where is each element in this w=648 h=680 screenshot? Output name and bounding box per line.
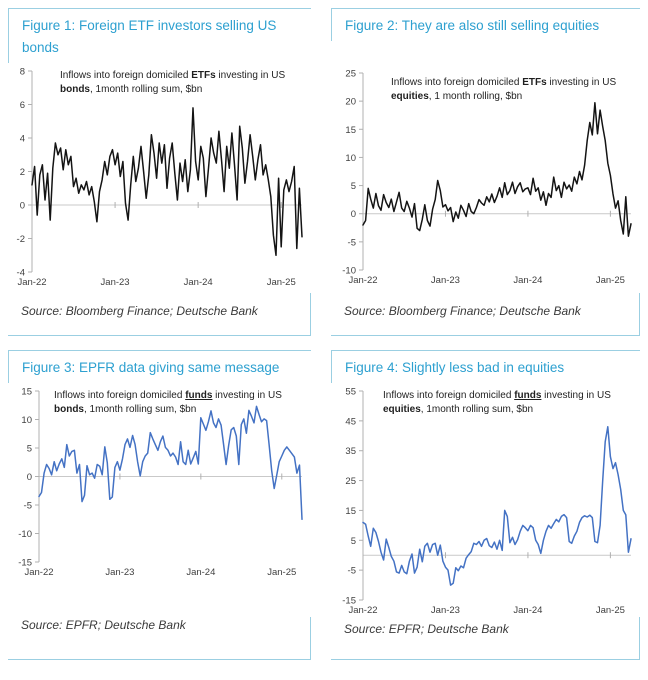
figure-3-source: Source: EPFR; Deutsche Bank xyxy=(21,618,186,632)
x-tick-label: Jan-23 xyxy=(105,567,135,578)
x-tick-label: Jan-25 xyxy=(267,567,297,578)
figure-4-panel xyxy=(331,350,640,660)
subtitle-segment: bonds xyxy=(54,404,84,416)
subtitle-segment: , 1month rolling sum, $bn xyxy=(420,404,534,416)
x-tick-label: Jan-23 xyxy=(430,275,460,286)
y-tick-label: 4 xyxy=(19,133,25,145)
y-tick-label: 15 xyxy=(345,124,356,136)
x-tick-label: Jan-22 xyxy=(348,275,378,286)
figure-1-chart xyxy=(12,66,308,288)
y-tick-label: 55 xyxy=(345,386,356,398)
figure-1-source: Source: Bloomberg Finance; Deutsche Bank xyxy=(21,304,258,318)
x-tick-label: Jan-22 xyxy=(348,605,378,616)
y-tick-label: -15 xyxy=(342,595,356,607)
x-tick-label: Jan-24 xyxy=(183,277,213,288)
y-tick-label: 25 xyxy=(345,68,356,80)
x-tick-label: Jan-23 xyxy=(430,605,460,616)
x-tick-label: Jan-24 xyxy=(513,275,543,286)
figure-1-subtitle xyxy=(60,69,300,97)
figure-3-title: Figure 3: EPFR data giving same message xyxy=(22,360,280,375)
subtitle-segment: Inflows into foreign domiciled xyxy=(54,390,186,401)
y-tick-label: -2 xyxy=(16,234,25,245)
x-tick-label: Jan-24 xyxy=(186,567,216,578)
figure-4-header xyxy=(331,350,640,383)
x-tick-label: Jan-25 xyxy=(595,275,625,286)
y-tick-label: 25 xyxy=(345,476,356,488)
x-tick-label: Jan-24 xyxy=(513,605,543,616)
figure-2-title: Figure 2: They are also still selling equities xyxy=(345,18,600,33)
figure-3-panel xyxy=(8,350,311,660)
y-tick-label: 8 xyxy=(19,66,25,78)
figure-4-subtitle xyxy=(383,389,629,417)
subtitle-segment: investing in US xyxy=(215,70,286,81)
subtitle-segment: , 1 month rolling, $bn xyxy=(428,91,523,103)
y-tick-label: 5 xyxy=(26,443,32,455)
subtitle-segment: ETFs xyxy=(191,70,216,81)
line-series xyxy=(363,427,631,585)
y-tick-label: 15 xyxy=(21,386,32,398)
figure-4-title: Figure 4: Slightly less bad in equities xyxy=(345,360,565,375)
y-tick-label: -4 xyxy=(16,267,25,279)
figure-1-panel xyxy=(8,8,311,336)
y-tick-label: 0 xyxy=(26,472,32,483)
subtitle-segment: bonds xyxy=(60,84,90,96)
subtitle-segment: equities xyxy=(383,404,421,416)
y-tick-label: 0 xyxy=(19,200,25,212)
subtitle-segment: equities xyxy=(391,91,429,103)
subtitle-segment: funds xyxy=(185,390,213,401)
figure-2-header xyxy=(331,8,640,41)
subtitle-segment: Inflows into foreign domiciled xyxy=(60,70,192,81)
subtitle-segment: , 1month rolling sum, $bn xyxy=(90,84,203,96)
x-tick-label: Jan-25 xyxy=(266,277,296,288)
figure-2-panel xyxy=(331,8,640,336)
y-tick-label: 20 xyxy=(345,96,356,108)
subtitle-segment: investing in US xyxy=(546,77,617,88)
subtitle-segment: , 1month rolling sum, $bn xyxy=(84,404,197,416)
line-series xyxy=(39,406,302,519)
x-tick-label: Jan-22 xyxy=(17,277,47,288)
subtitle-segment: Inflows into foreign domiciled xyxy=(383,390,515,401)
y-tick-label: 0 xyxy=(350,209,356,221)
y-tick-label: 5 xyxy=(350,535,356,547)
x-tick-label: Jan-23 xyxy=(100,277,130,288)
figure-4-source: Source: EPFR; Deutsche Bank xyxy=(344,622,509,636)
y-tick-label: 45 xyxy=(345,416,356,428)
x-tick-label: Jan-22 xyxy=(24,567,54,578)
y-tick-label: -5 xyxy=(347,237,356,249)
line-series xyxy=(32,108,302,255)
y-tick-label: 10 xyxy=(21,415,32,426)
figure-3-subtitle xyxy=(54,389,294,417)
subtitle-segment: Inflows into foreign domiciled xyxy=(391,77,523,88)
figure-2-source: Source: Bloomberg Finance; Deutsche Bank xyxy=(344,304,581,318)
y-tick-label: -10 xyxy=(18,529,32,540)
y-tick-label: -15 xyxy=(18,557,32,569)
x-tick-label: Jan-25 xyxy=(595,605,625,616)
y-tick-label: 35 xyxy=(345,446,356,458)
y-tick-label: -10 xyxy=(342,265,356,277)
y-tick-label: 15 xyxy=(345,505,356,517)
y-tick-label: -5 xyxy=(347,565,356,577)
line-series xyxy=(363,103,631,236)
figure-1-title: Figure 1: Foreign ETF investors selling US bonds xyxy=(22,18,277,55)
figure-2-subtitle xyxy=(391,76,635,104)
subtitle-segment: funds xyxy=(514,390,542,401)
figure-1-header xyxy=(8,8,311,63)
subtitle-segment: investing in US xyxy=(541,390,611,401)
subtitle-segment: ETFs xyxy=(522,77,547,88)
y-tick-label: 10 xyxy=(345,152,356,164)
y-tick-label: 5 xyxy=(350,181,356,193)
y-tick-label: 6 xyxy=(19,100,25,111)
figure-4-chart xyxy=(335,386,637,616)
subtitle-segment: investing in US xyxy=(212,390,282,401)
y-tick-label: -5 xyxy=(23,500,32,512)
figure-3-header xyxy=(8,350,311,383)
y-tick-label: 2 xyxy=(19,167,25,178)
